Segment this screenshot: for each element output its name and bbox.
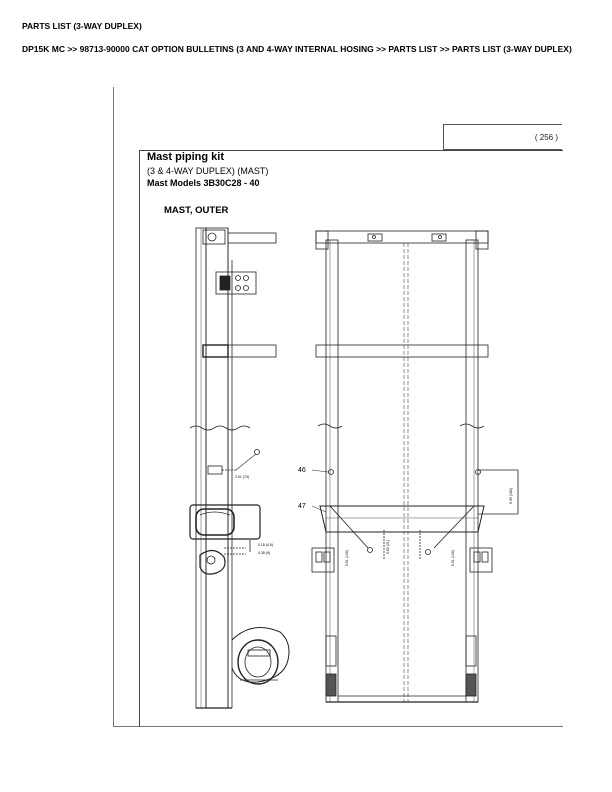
dimension-label: 0.83 (21)	[386, 539, 390, 554]
callout-47: 47	[298, 503, 306, 510]
dimension-label: 5.39 (180)	[509, 488, 513, 504]
front-view-frame	[312, 231, 518, 702]
section-label: MAST, OUTER	[164, 205, 229, 216]
dimension-label: 2.01 (74)	[235, 475, 250, 479]
dimension-label: 5.51 (140)	[451, 550, 455, 566]
kit-title: Mast piping kit	[147, 151, 224, 163]
dimension-label: 0.18 (4.5)	[258, 543, 273, 547]
dimension-label: 0.35 (9)	[258, 551, 271, 555]
side-view-rail	[190, 228, 289, 708]
callout-46: 46	[298, 467, 306, 474]
kit-subtitle: (3 & 4-WAY DUPLEX) (MAST)	[147, 166, 269, 176]
page-title: PARTS LIST (3-WAY DUPLEX)	[22, 21, 142, 31]
kit-models: Mast Models 3B30C28 - 40	[147, 178, 260, 188]
dimension-label: 5.51 (140)	[345, 550, 349, 566]
breadcrumb[interactable]: DP15K MC >> 98713-90000 CAT OPTION BULLETINS (3 AND 4-WAY INTERNAL HOSING >> PARTS LIST >> PARTS LIST (3-WAY DUPLEX)	[22, 44, 572, 54]
page-ref-box: ( 256 )	[443, 124, 562, 150]
